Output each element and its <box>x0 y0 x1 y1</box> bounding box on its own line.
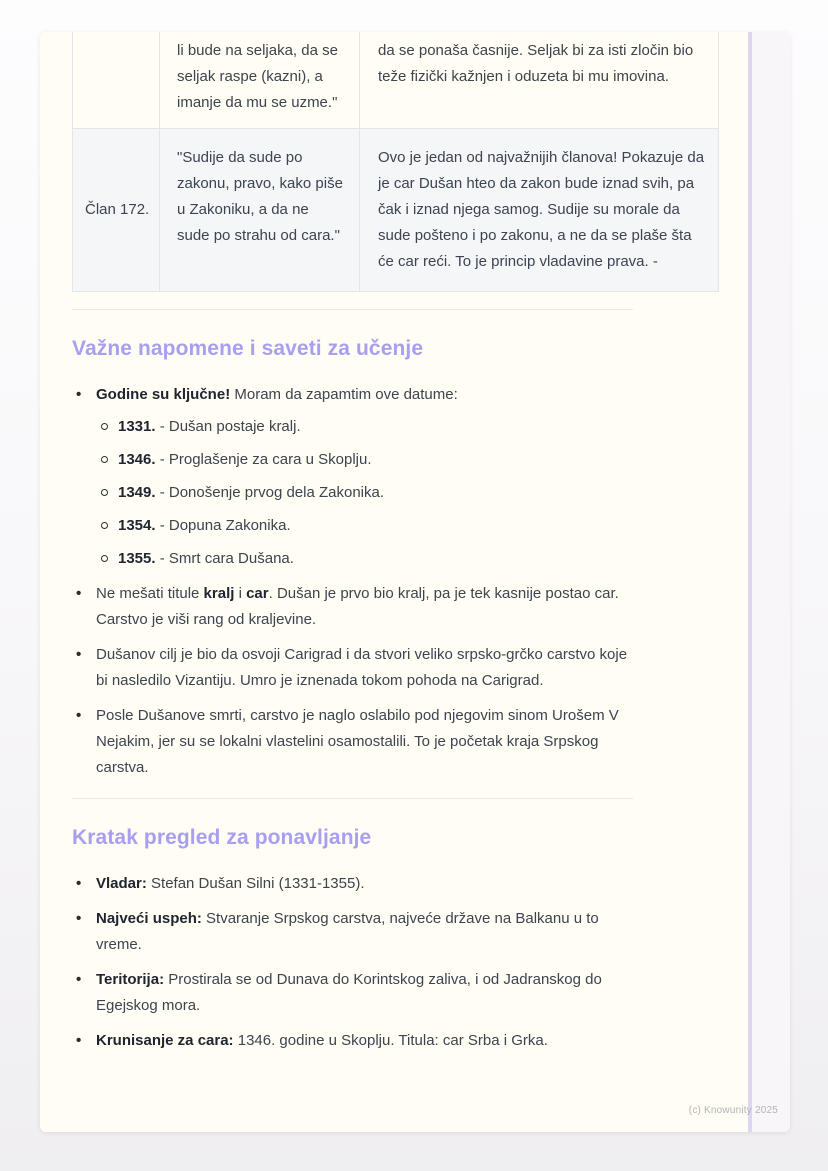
list-item-text: Dušanov cilj je bio da osvoji Carigrad i da stvori veliko srpsko-grčko carstvo koje bi nasledilo Vizantiju. Umro je iznenada tokom pohoda na Carigrad. <box>96 646 628 689</box>
right-margin-strip <box>752 32 790 1132</box>
section-divider <box>72 798 633 799</box>
list-item-text: Posle Dušanove smrti, carstvo je naglo oslabilo pod njegovim sinom Urošem V Nejakim, jer su se lokalni vlastelini osamostalili. To je početak kraja Srpskog carstva. <box>96 707 619 776</box>
list-item-text: Krunisanje za cara: 1346. godine u Skoplju. Titula: car Srba i Grka. <box>96 1032 548 1049</box>
list-item <box>72 642 633 694</box>
summary-bullet-list <box>72 871 633 1054</box>
list-item-text: Teritorija: Prostirala se od Dunava do Korintskog zaliva, i od Jadranskog do Egejskog mora. <box>96 971 602 1014</box>
document-content <box>40 32 705 1054</box>
list-item <box>72 871 633 897</box>
list-item-text: Godine su ključne! Moram da zapamtim ove datume: <box>96 386 458 403</box>
list-item-text: 1354. - Dopuna Zakonika. <box>118 517 291 534</box>
copyright-note: (c) Knowunity 2025 <box>688 1105 778 1116</box>
sub-list-item <box>96 480 657 506</box>
list-item-text: 1349. - Donošenje prvog dela Zakonika. <box>118 484 385 501</box>
section-title-summary: Kratak pregled za ponavljanje <box>72 826 372 849</box>
list-item <box>72 703 633 781</box>
cell-article-quote: "Sudije da sude po zakonu, pravo, kako piše u Zakoniku, a da ne sude po strahu od cara." <box>160 129 360 292</box>
list-item <box>72 1028 633 1054</box>
list-item-text: 1346. - Proglašenje za cara u Skoplju. <box>118 451 372 468</box>
table-row <box>73 32 719 129</box>
cell-article-number: Član 172. <box>73 129 160 292</box>
list-item-text: Najveći uspeh: Stvaranje Srpskog carstva, najveće države na Balkanu u to vreme. <box>96 910 599 953</box>
list-item-text: Vladar: Stefan Dušan Silni (1331-1355). <box>96 875 365 892</box>
sub-list-item <box>96 414 657 440</box>
table-row <box>73 129 719 292</box>
cell-article-commentary: Ovo je jedan od najvažnijih članova! Pokazuje da je car Dušan hteo da zakon bude iznad svih, pa čak i iznad njega samog. Sudije su morale da sude pošteno i po zakonu, a ne da se plaše šta će car reći. To je princip vladavine prava. - <box>360 129 719 292</box>
list-item-text: 1331. - Dušan postaje kralj. <box>118 418 301 435</box>
sub-list-item <box>96 447 657 473</box>
sub-list-item <box>96 546 657 572</box>
list-item <box>72 581 633 633</box>
cell-article-number <box>73 32 160 129</box>
list-item <box>72 906 633 958</box>
page-edge-line <box>748 32 752 1132</box>
list-item-text: Ne mešati titule kralj i car. Dušan je prvo bio kralj, pa je tek kasnije postao car. Carstvo je viši rang od kraljevine. <box>96 585 619 628</box>
zakonik-articles-table <box>72 32 719 292</box>
document-card <box>40 32 790 1132</box>
list-item <box>72 967 633 1019</box>
list-item-text: 1355. - Smrt cara Dušana. <box>118 550 294 567</box>
section-title-notes: Važne napomene i saveti za učenje <box>72 337 424 360</box>
section-divider <box>72 309 633 310</box>
sub-bullet-list <box>96 414 657 572</box>
list-item <box>72 382 633 572</box>
sub-list-item <box>96 513 657 539</box>
cell-article-commentary: da se ponaša časnije. Seljak bi za isti zločin bio teže fizički kažnjen i oduzeta bi mu imovina. <box>360 32 719 129</box>
notes-bullet-list <box>72 382 633 781</box>
cell-article-quote: li bude na seljaka, da se seljak raspe (kazni), a imanje da mu se uzme." <box>160 32 360 129</box>
